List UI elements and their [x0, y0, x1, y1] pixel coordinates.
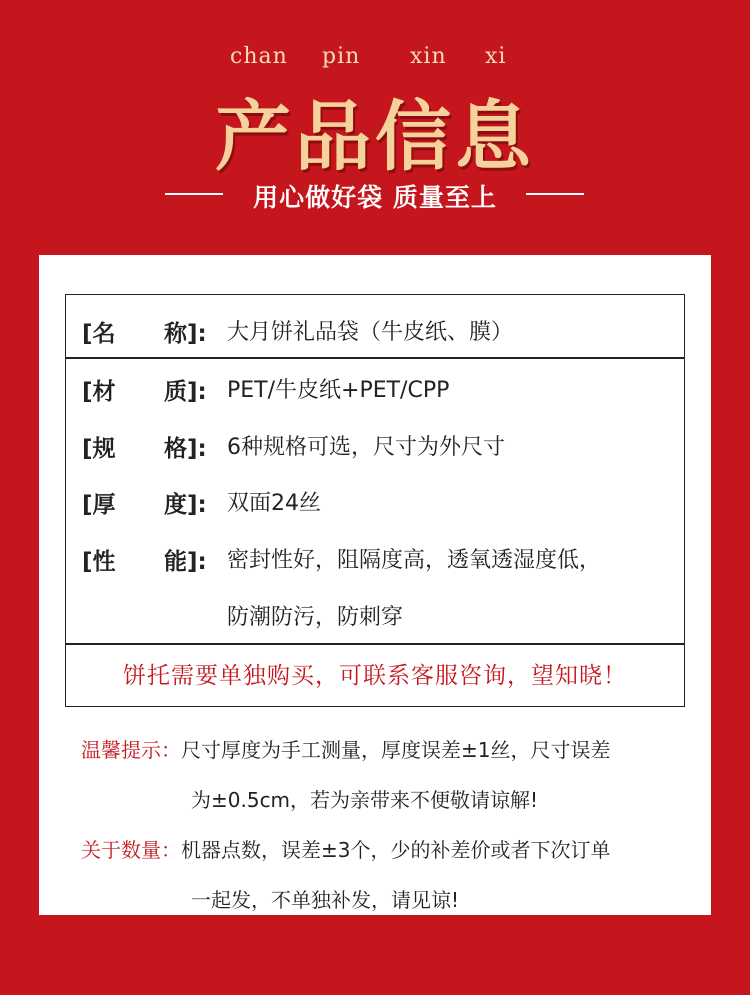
notice-text: 饼托需要单独购买，可联系客服咨询，望知晓！ — [123, 663, 627, 689]
spec-label-b: 称]: — [164, 321, 207, 347]
slogan-right-line — [526, 193, 584, 195]
product-info-card — [39, 255, 711, 915]
tip-label: 温馨提示： — [81, 738, 181, 762]
spec-label-b: 度]: — [164, 492, 207, 518]
tips-section — [81, 725, 691, 925]
page-title: 产品信息 — [215, 92, 535, 181]
spec-label-a: [规 — [82, 436, 116, 462]
spec-label-a: [名 — [82, 321, 116, 347]
spec-label-a: [厚 — [82, 492, 116, 518]
slogan: 用心做好袋 质量至上 — [253, 183, 497, 212]
spec-table — [65, 294, 685, 707]
pinyin-xi: xi — [485, 44, 507, 69]
tip-row-cont — [81, 875, 691, 925]
tip-text-cont: 一起发，不单独补发，请见谅! — [191, 888, 460, 912]
spec-value: 6种规格可选，尺寸为外尺寸 — [227, 435, 505, 460]
spec-label-b: 质]: — [164, 379, 207, 405]
tip-row — [81, 825, 691, 875]
spec-divider — [66, 357, 684, 359]
spec-label-a: [性 — [82, 549, 116, 575]
spec-label-b: 格]: — [164, 436, 207, 462]
pinyin-chan: chan — [230, 44, 288, 69]
slogan-row — [0, 174, 750, 214]
spec-label-a: [材 — [82, 379, 116, 405]
spec-label-b: 能]: — [164, 549, 207, 575]
spec-divider — [66, 643, 684, 645]
title-pinyin — [0, 44, 750, 74]
spec-value: 双面24丝 — [227, 491, 321, 516]
spec-value: 密封性好，阻隔度高，透氧透湿度低， — [227, 548, 602, 573]
tip-text: 机器点数，误差±3个，少的补差价或者下次订单 — [181, 838, 611, 862]
tip-row — [81, 725, 691, 775]
tip-text-cont: 为±0.5cm，若为亲带来不便敬请谅解! — [191, 788, 539, 812]
spec-value: PET/牛皮纸+PET/CPP — [227, 378, 450, 403]
spec-value: 大月饼礼品袋（牛皮纸、膜） — [227, 320, 514, 345]
tip-text: 尺寸厚度为手工测量，厚度误差±1丝，尺寸误差 — [181, 738, 611, 762]
spec-value-cont: 防潮防污，防刺穿 — [227, 605, 404, 630]
pinyin-xin: xin — [410, 44, 447, 69]
pinyin-pin: pin — [322, 44, 361, 69]
tip-label: 关于数量： — [81, 838, 181, 862]
tip-row-cont — [81, 775, 691, 825]
